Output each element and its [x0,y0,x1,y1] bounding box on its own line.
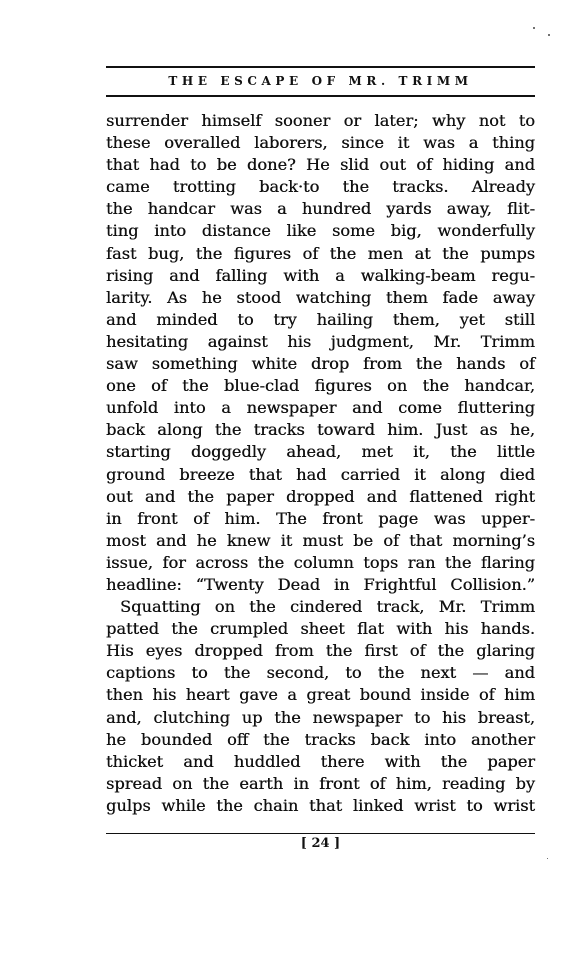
text-line: patted the crumpled sheet flat with his hands. [106,619,535,639]
text-line: ground breeze that had carried it along died [106,464,535,484]
text-line: rising and falling with a walking-beam regu- [106,265,535,285]
text-line: unfold into a newspaper and come fluttering [106,398,535,418]
text-line: hesitating against his judgment, Mr. Trimm [106,331,535,351]
text-line: fast bug, the figures of the men at the pumps [106,243,535,263]
text-line: larity. As he stood watching them fade away [106,287,535,307]
text-line: thicket and huddled there with the paper [106,751,535,771]
text-line: His eyes dropped from the first of the glaring [106,641,535,661]
print-speck [533,27,535,29]
text-line: surrender himself sooner or later; why not to [106,111,535,130]
text-line: came trotting back·to the tracks. Already [106,177,535,197]
text-line: most and he knew it must be of that morning’s [106,530,535,550]
print-speck [548,34,550,36]
text-line: in front of him. The front page was upper- [106,508,535,528]
text-line: and minded to try hailing them, yet still [106,309,535,329]
text-line: gulps while the chain that linked wrist to wrist [106,795,535,815]
text-line: that had to be done? He slid out of hiding and [106,155,535,175]
text-line: spread on the earth in front of him, reading by [106,773,535,793]
running-head: THE ESCAPE OF MR. TRIMM [168,74,473,88]
header-rule-top [106,66,535,68]
text-line: captions to the second, to the next — and [106,663,535,683]
text-line: saw something white drop from the hands of [106,354,535,374]
text-line: and, clutching up the newspaper to his breast, [106,707,535,727]
text-line: Squatting on the cindered track, Mr. Trimm [120,597,535,617]
page-number: [ 24 ] [300,836,341,851]
text-line: ting into distance like some big, wonderfully [106,221,535,241]
text-line: issue, for across the column tops ran the flaring [106,552,535,572]
body-text [106,110,535,817]
print-speck [547,858,548,859]
text-line: the handcar was a hundred yards away, flit- [106,199,535,219]
text-line: headline: “Twenty Dead in Frightful Collision.” [106,574,535,594]
text-line: he bounded off the tracks back into another [106,729,535,749]
text-line: these overalled laborers, since it was a thing [106,133,535,153]
text-line: one of the blue-clad figures on the handcar, [106,376,535,396]
text-line: starting doggedly ahead, met it, the little [106,442,535,462]
header-rule-bottom [106,95,535,97]
text-line: out and the paper dropped and flattened right [106,486,535,506]
footer-rule [106,833,535,834]
text-line: then his heart gave a great bound inside of him [106,685,535,705]
text-line: back along the tracks toward him. Just as he, [106,420,535,440]
